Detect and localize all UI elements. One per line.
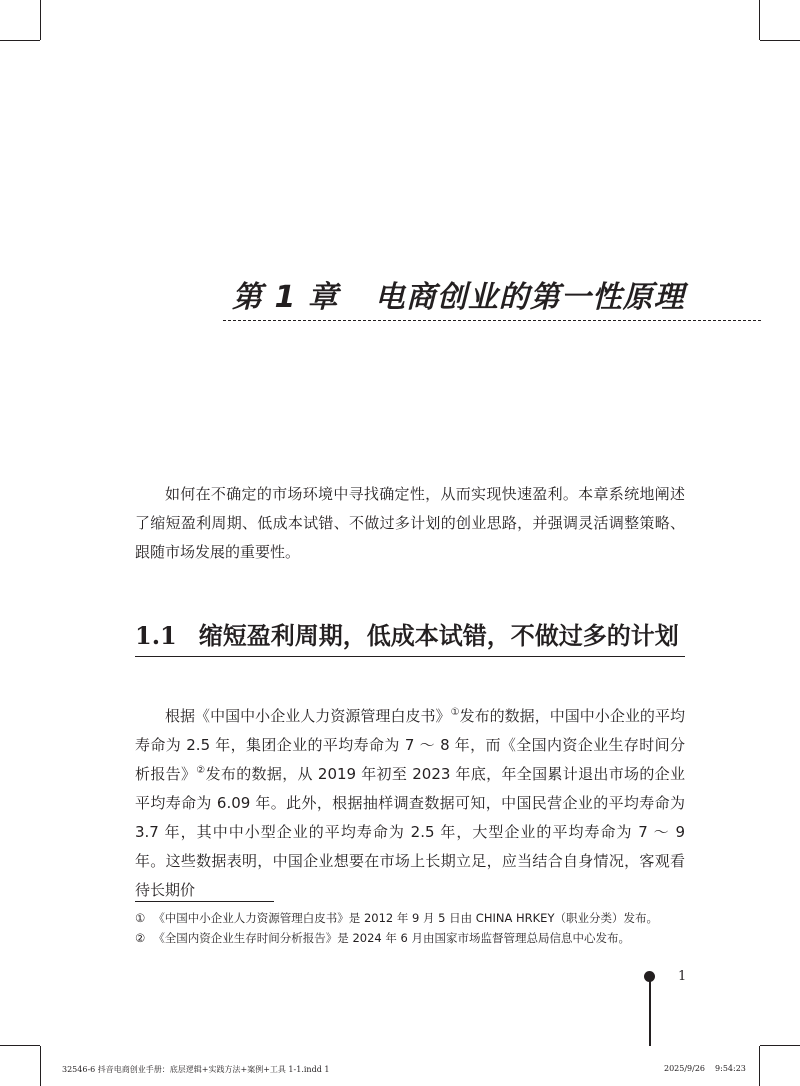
crop-mark-bottom-right-h xyxy=(760,1045,800,1046)
slug-time: 9:54:23 xyxy=(715,1064,746,1073)
footnote-ref-2[interactable]: ② xyxy=(196,765,206,776)
slug-timestamp xyxy=(664,1064,746,1073)
crop-mark-top-left-v xyxy=(40,0,41,40)
footnote-separator xyxy=(135,901,274,902)
chapter-title xyxy=(232,272,752,316)
footnote-mark-1: ① xyxy=(135,911,146,925)
footnote-ref-1[interactable]: ① xyxy=(450,707,460,718)
section-heading xyxy=(135,618,685,654)
footnotes xyxy=(135,908,695,948)
crop-mark-bottom-right-v xyxy=(759,1046,760,1086)
crop-mark-bottom-left-v xyxy=(40,1046,41,1086)
footnote-text-1: 《中国中小企业人力资源管理白皮书》是 2012 年 9 月 5 日由 CHINA HRKEY（职业分类）发布。 xyxy=(153,911,658,925)
body-paragraph xyxy=(135,702,685,905)
footnote-text-2: 《全国内资企业生存时间分析报告》是 2024 年 6 月由国家市场监督管理总局信息中心发布。 xyxy=(153,931,631,945)
crop-mark-top-right-h xyxy=(760,40,800,41)
page-marker-line xyxy=(649,980,651,1046)
section-number: 1.1 xyxy=(135,621,177,650)
footnote-mark-2: ② xyxy=(135,931,146,945)
section-title: 缩短盈利周期，低成本试错，不做过多的计划 xyxy=(198,621,679,650)
chapter-title-underline xyxy=(223,320,761,321)
footnote-1 xyxy=(135,908,695,928)
footnote-2 xyxy=(135,928,695,948)
slug-date: 2025/9/26 xyxy=(664,1064,706,1073)
page-number: 1 xyxy=(678,969,687,984)
crop-mark-top-left-h xyxy=(0,40,40,41)
section-underline xyxy=(135,656,685,657)
chapter-intro: 如何在不确定的市场环境中寻找确定性，从而实现快速盈利。本章系统地阐述了缩短盈利周期、低成本试错、不做过多计划的创业思路，并强调灵活调整策略、跟随市场发展的重要性。 xyxy=(135,485,685,561)
paragraph-part-1: 根据《中国中小企业人力资源管理白皮书》 xyxy=(165,707,451,725)
paragraph-part-2: 发布的数据，中国中小企业的平均寿命为 2.5 年，集团企业的平均寿命为 7 ～ 8 年，而《全国内资企业生存时间分析报告》 xyxy=(135,707,685,783)
crop-mark-bottom-left-h xyxy=(0,1045,40,1046)
chapter-title-text: 电商创业的第一性原理 xyxy=(374,280,685,315)
paragraph-part-3: 发布的数据，从 2019 年初至 2023 年底，年全国累计退出市场的企业平均寿命为 6.09 年。此外，根据抽样调查数据可知，中国民营企业的平均寿命为 3.7 年，其中中小型企业的平均寿命为 2.5 年，大型企业的平均寿命为 7 ～ 9 年。这些数据表明，中国企业想要在市场上长期立足，应当结合自身情况，客观看待长期价 xyxy=(135,765,685,899)
crop-mark-top-right-v xyxy=(759,0,760,40)
chapter-number: 第 1 章 xyxy=(232,280,339,315)
slug-filename: 32546-6 抖音电商创业手册：底层逻辑+实践方法+案例+工具 1-1.indd 1 xyxy=(62,1065,330,1074)
